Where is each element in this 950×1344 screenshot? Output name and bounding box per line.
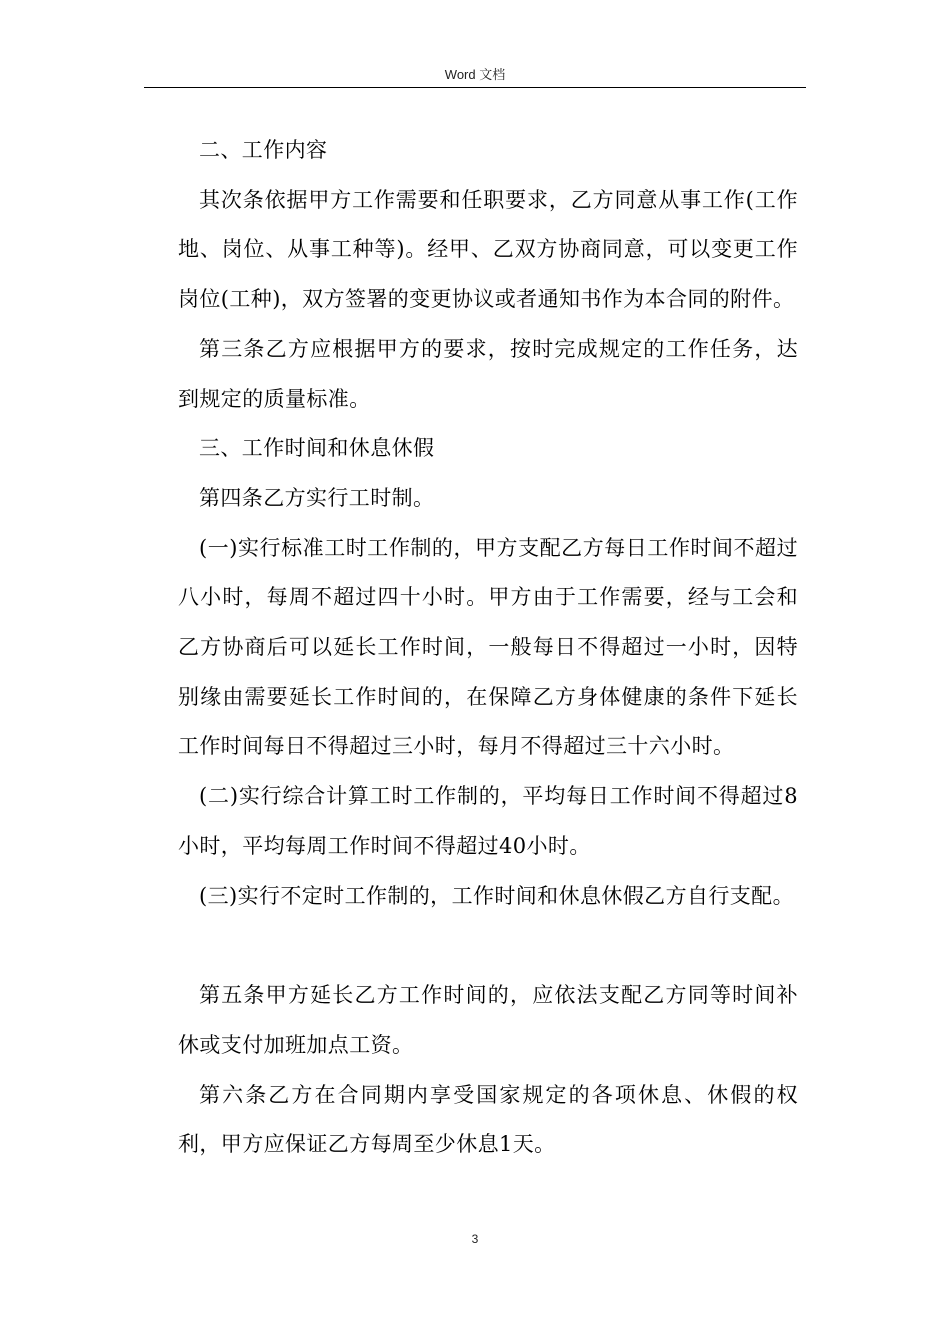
clause-2-paragraph: (二)实行综合计算工时工作制的，平均每日工作时间不得超过8小时，平均每周工作时间不得超过40小时。 — [178, 784, 798, 858]
section-heading-work-content: 二、工作内容 — [199, 138, 328, 162]
page-number: 3 — [471, 1232, 479, 1246]
header-divider — [144, 87, 806, 88]
clause-1-paragraph: (一)实行标准工时工作制的，甲方支配乙方每日工作时间不超过八小时，每周不超过四十小时。甲方由于工作需要，经与工会和乙方协商后可以延长工作时间，一般每日不得超过一小时，因特别缘由需要延长工作时间的，在保障乙方身体健康的条件下延长工作时间每日不得超过三小时，每月不得超过三十六小时。 — [178, 535, 798, 759]
clause-3-paragraph: (三)实行不定时工作制的，工作时间和休息休假乙方自行支配。 — [199, 883, 794, 908]
article-5-paragraph: 第五条甲方延长乙方工作时间的，应依法支配乙方同等时间补休或支付加班加点工资。 — [178, 983, 798, 1057]
page-header: Word 文档 — [444, 67, 506, 82]
article-4-paragraph: 第四条乙方实行工时制。 — [199, 485, 435, 510]
section-heading-working-hours: 三、工作时间和休息休假 — [199, 436, 435, 461]
article-3-paragraph: 第三条乙方应根据甲方的要求，按时完成规定的工作任务，达到规定的质量标准。 — [178, 336, 798, 411]
article-2-paragraph: 其次条依据甲方工作需要和任职要求，乙方同意从事工作(工作地、岗位、从事工种等)。经甲、乙双方协商同意，可以变更工作岗位(工种)，双方签署的变更协议或者通知书作为本合同的附件。 — [178, 187, 798, 312]
document-body — [178, 126, 798, 1170]
article-6-paragraph: 第六条乙方在合同期内享受国家规定的各项休息、休假的权利，甲方应保证乙方每周至少休息1天。 — [178, 1082, 798, 1157]
